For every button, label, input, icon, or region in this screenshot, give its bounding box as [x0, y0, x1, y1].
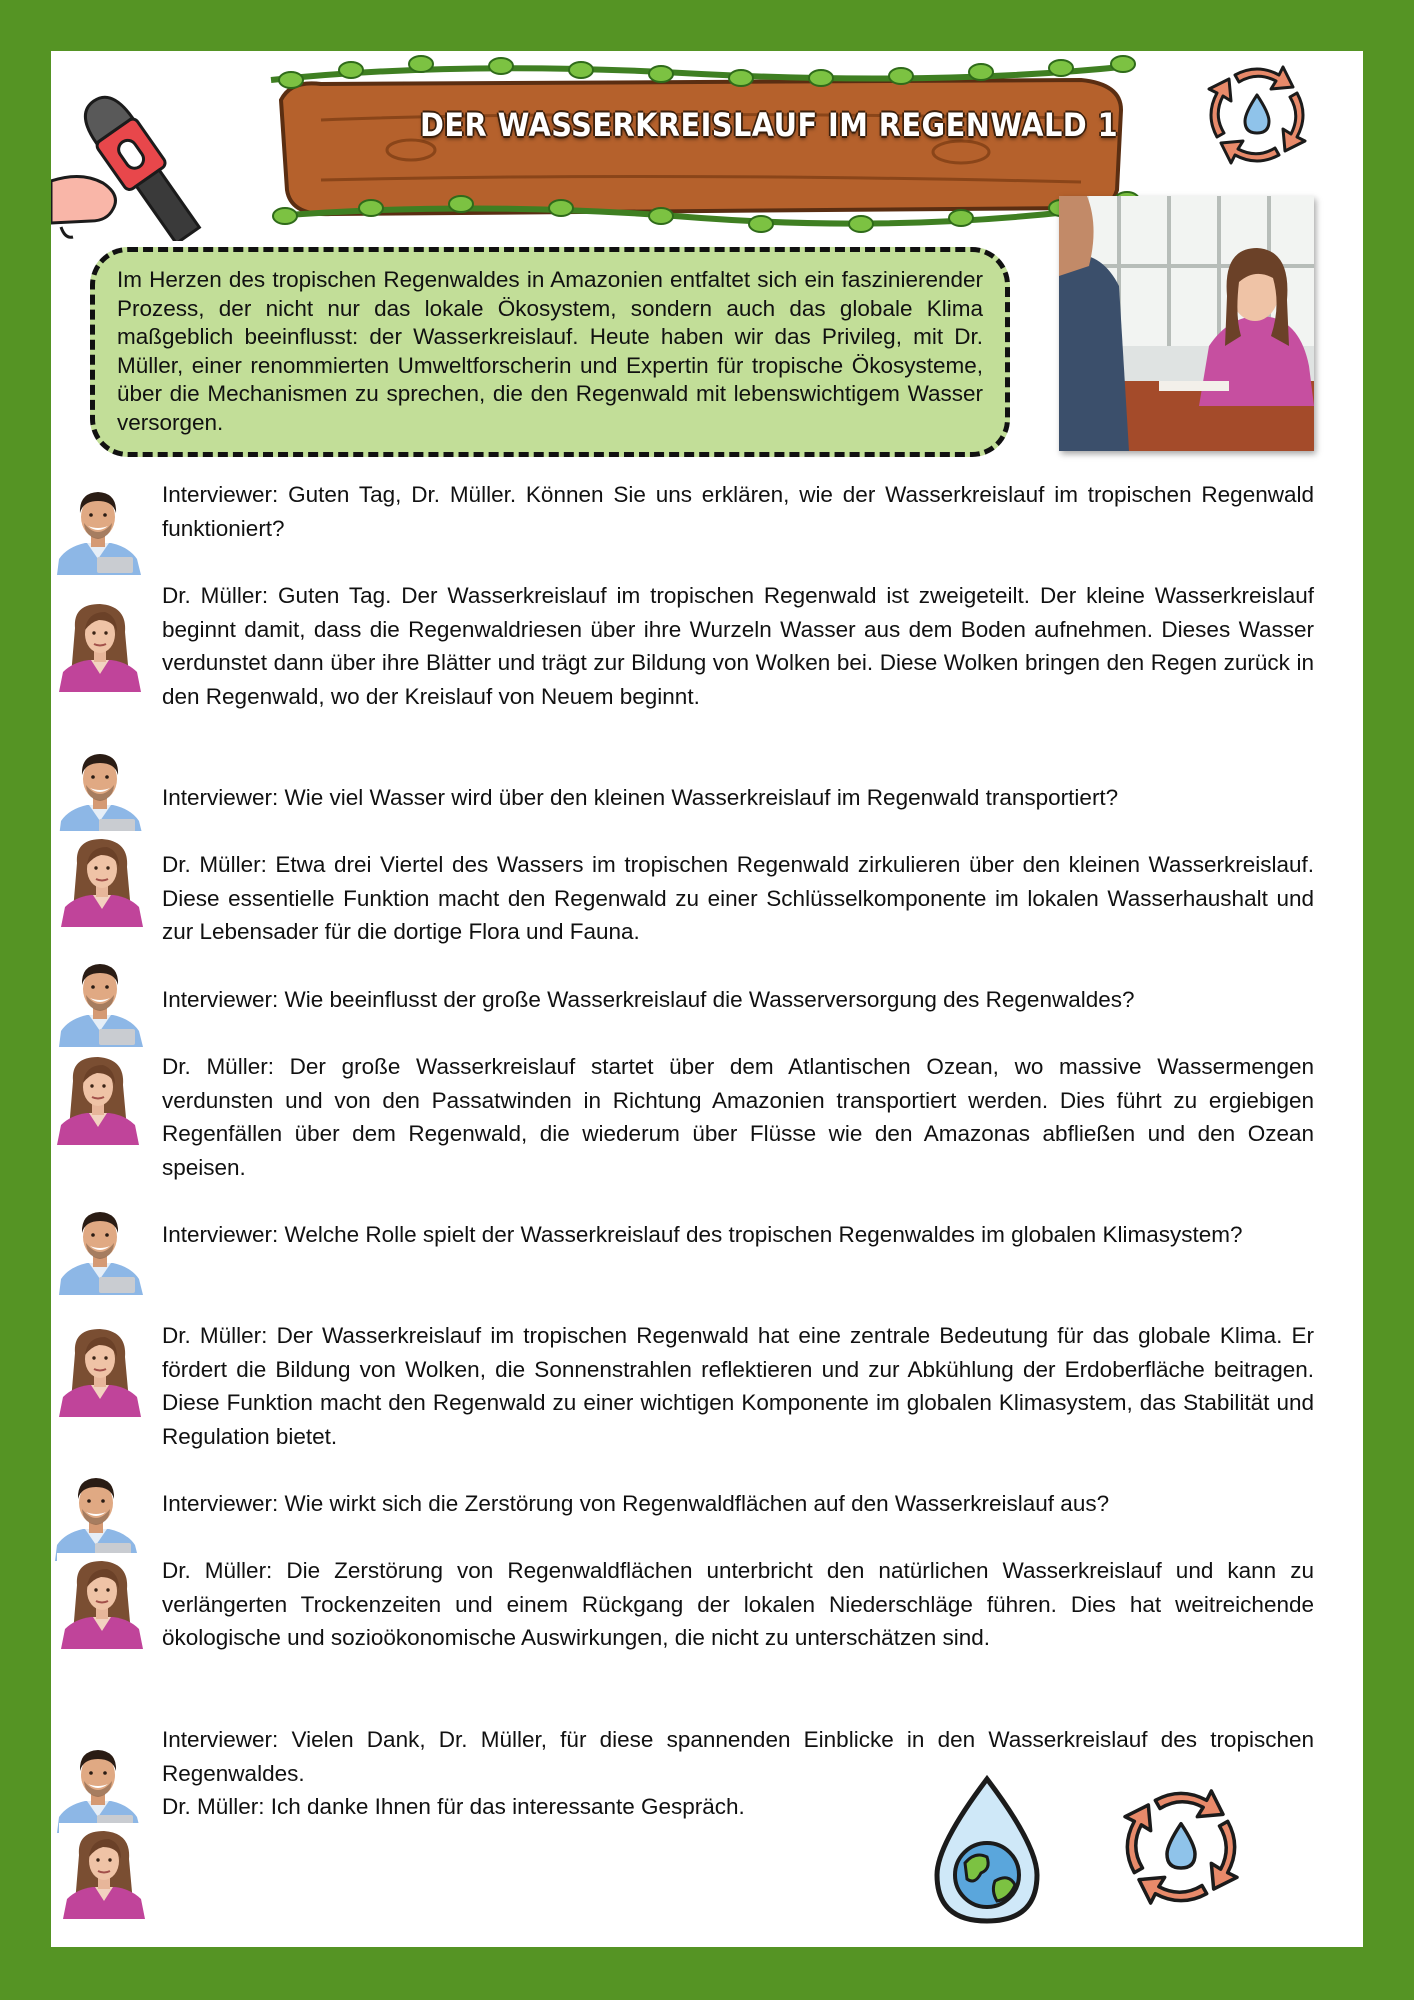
dialogue-turn-interviewer: Interviewer: Guten Tag, Dr. Müller. Können Sie uns erklären, wie der Wasserkreislauf im tropischen Regenwald funktioniert? [162, 482, 1314, 541]
interviewer-avatar [53, 1737, 143, 1833]
dialogue-turn-interviewer: Interviewer: Welche Rolle spielt der Wasserkreislauf des tropischen Regenwaldes im globalen Klimasystem? [162, 1222, 1243, 1247]
dialogue-turn-interviewer: Interviewer: Wie wirkt sich die Zerstörung von Regenwaldflächen auf den Wasserkreislauf aus? [162, 1491, 1110, 1516]
expert-avatar [57, 1553, 147, 1649]
dialogue-turn-interviewer: Interviewer: Vielen Dank, Dr. Müller, für diese spannenden Einblicke in den Wasserkreislauf des tropischen Regenwaldes. [162, 1727, 1314, 1786]
dialogue-turn-expert: Dr. Müller: Der große Wasserkreislauf startet über dem Atlantischen Ozean, wo massive Wassermengen verdunsten und von den Passatwinden in Richtung Amazonien transportiert werden. Dies führt zu ergiebigen Regenfällen über dem Regenwald, die wiederum über Flüsse wie den Amazonas abfließen und den Ozean speisen. [162, 1054, 1314, 1180]
water-cycle-icon [1111, 1777, 1251, 1917]
dialogue-turn-interviewer: Interviewer: Wie viel Wasser wird über den kleinen Wasserkreislauf im Regenwald transportiert? [162, 785, 1119, 810]
water-cycle-icon [1197, 55, 1317, 175]
expert-avatar [53, 1049, 143, 1145]
dialogue-turn-interviewer: Interviewer: Wie beeinflusst der große Wasserkreislauf die Wasserversorgung des Regenwaldes? [162, 987, 1135, 1012]
interviewer-avatar [55, 951, 145, 1047]
worksheet-page [51, 51, 1363, 1947]
interviewer-avatar [51, 1465, 141, 1561]
interviewer-avatar [55, 1199, 145, 1295]
interview-photo [1059, 196, 1314, 451]
expert-avatar [55, 1321, 145, 1417]
page-title: DER WASSERKREISLAUF IM REGENWALD 1 [420, 106, 1119, 144]
earth-water-drop-icon [925, 1773, 1049, 1927]
microphone-icon [51, 91, 211, 241]
intro-text: Im Herzen des tropischen Regenwaldes in Amazonien entfaltet sich ein faszinierender Prozess, der nicht nur das lokale Ökosystem, sondern auch das globale Klima maßgeblich beeinflusst: der Wasserkreislauf. Heute haben wir das Privileg, mit Dr. Müller, einer renommierten Umweltforscherin und Expertin für tropische Ökosysteme, über die Mechanismen zu sprechen, die den Regenwald mit lebenswichtigem Wasser versorgen. [117, 267, 983, 435]
expert-avatar [55, 596, 145, 692]
expert-avatar [59, 1823, 149, 1919]
dialogue-turn-expert: Dr. Müller: Etwa drei Viertel des Wassers im tropischen Regenwald zirkulieren über den kleinen Wasserkreislauf. Diese essentielle Funktion macht den Regenwald zu einer Schlüsselkomponente im lokalen Wasserhaushalt und zur Lebensader für die dortige Flora und Fauna. [162, 852, 1314, 944]
interviewer-avatar [55, 741, 145, 837]
dialogue-turn-expert: Dr. Müller: Der Wasserkreislauf im tropischen Regenwald hat eine zentrale Bedeutung für das globale Klima. Er fördert die Bildung von Wolken, die Sonnenstrahlen reflektieren und zur Abkühlung der Erdoberfläche beitragen. Diese Funktion macht den Regenwald zu einer wichtigen Komponente im globalen Klimasystem, das Stabilität und Regulation bietet. [162, 1323, 1314, 1449]
intro-box [90, 247, 1010, 457]
dialogue-turn-expert: Dr. Müller: Die Zerstörung von Regenwaldflächen unterbricht den natürlichen Wasserkreislauf und kann zu verlängerten Trockenzeiten und einem Rückgang der lokalen Niederschläge führen. Dies hat weitreichende ökologische und sozioökonomische Auswirkungen, die nicht zu unterschätzen sind. [162, 1558, 1314, 1650]
expert-avatar [57, 831, 147, 927]
interviewer-avatar [53, 479, 143, 575]
dialogue-turn-expert: Dr. Müller: Guten Tag. Der Wasserkreislauf im tropischen Regenwald ist zweigeteilt. Der kleine Wasserkreislauf beginnt damit, dass die Regenwaldriesen über ihre Wurzeln Wasser aus dem Boden aufnehmen. Dieses Wasser verdunstet dann über ihre Blätter und trägt zur Bildung von Wolken bei. Diese Wolken bringen den Regen zurück in den Regenwald, wo der Kreislauf von Neuem beginnt. [162, 583, 1314, 709]
dialogue-turn-expert: Dr. Müller: Ich danke Ihnen für das interessante Gespräch. [162, 1794, 745, 1819]
